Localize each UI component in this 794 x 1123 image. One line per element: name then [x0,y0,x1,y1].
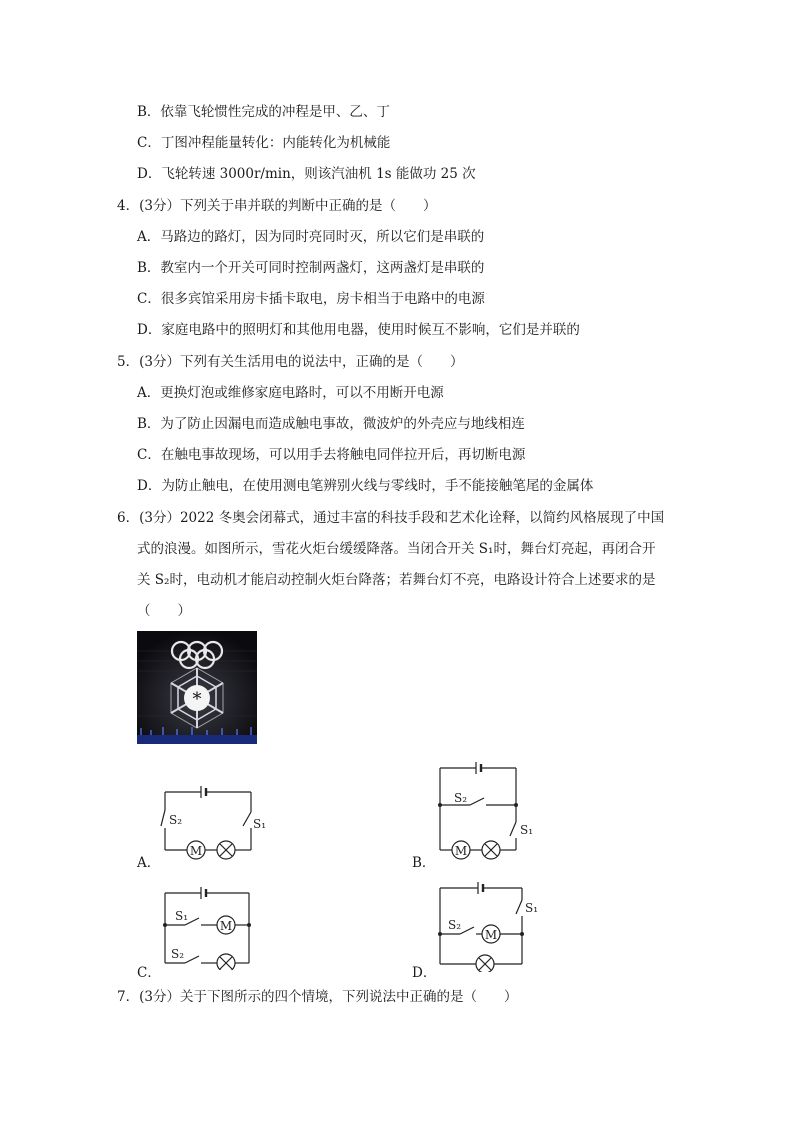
q5-option-b: B．为了防止因漏电而造成触电事故，微波炉的外壳应与地线相连 [137,416,525,432]
q6-stem-line1: 6．(3分）2022 冬奥会闭幕式，通过丰富的科技手段和艺术化诠释，以简约风格展现了中国 [117,510,665,526]
q5-option-d: D．为防止触电，在使用测电笔辨别火线与零线时，手不能接触笔尾的金属体 [137,478,594,494]
motor-label: M [189,844,203,858]
q3-option-b: B．依靠飞轮惯性完成的冲程是甲、乙、丁 [137,104,390,120]
s1-label: S₁ [525,901,539,915]
q4-stem: 4．(3分）下列关于串并联的判断中正确的是（ ） [117,198,437,214]
q4-option-a: A．马路边的路灯，因为同时亮同时灭，所以它们是串联的 [137,229,485,245]
s2-label: S₂ [171,947,185,961]
motor-label: M [484,928,498,942]
s2-label: S₂ [169,813,183,827]
s2-label: S₂ [454,791,468,805]
circuit-label-c: C． [137,965,161,981]
q6-stem-line2: 式的浪漫。如图所示，雪花火炬台缓缓降落。当闭合开关 S₁时，舞台灯亮起，再闭合开 [137,541,656,557]
circuit-diagram-d [430,880,550,972]
q4-option-b: B．教室内一个开关可同时控制两盏灯，这两盏灯是串联的 [137,260,485,276]
motor-label: M [454,844,468,858]
snowflake-torch-photo [137,631,257,744]
q6-stem-line4: （ ） [137,603,191,619]
q7-stem: 7．(3分）关于下图所示的四个情境，下列说法中正确的是（ ） [117,989,518,1005]
s1-label: S₁ [253,817,267,831]
circuit-label-a: A． [137,855,161,871]
q4-option-c: C．很多宾馆采用房卡插卡取电，房卡相当于电路中的电源 [137,291,485,307]
q3-option-d: D．飞轮转速 3000r/min，则该汽油机 1s 能做功 25 次 [137,166,476,182]
photo-star: * [192,689,202,710]
s1-label: S₁ [175,909,189,923]
circuit-diagram-a [155,780,275,860]
q5-option-a: A．更换灯泡或维修家庭电路时，可以不用断开电源 [137,385,444,401]
q5-stem: 5．(3分）下列有关生活用电的说法中，正确的是（ ） [117,354,464,370]
q5-option-c: C．在触电事故现场，可以用手去将触电同伴拉开后，再切断电源 [137,447,526,463]
q6-stem-line3: 关 S₂时，电动机才能启动控制火炬台降落；若舞台灯不亮，电路设计符合上述要求的是 [137,572,656,588]
circuit-label-d: D． [412,965,437,981]
motor-label: M [219,919,233,933]
circuit-diagram-b [430,760,550,860]
q3-option-c: C．丁图冲程能量转化：内能转化为机械能 [137,135,391,151]
circuit-label-b: B． [412,855,436,871]
s2-label: S₂ [448,918,462,932]
s1-label: S₁ [520,823,534,837]
q4-option-d: D．家庭电路中的照明灯和其他用电器，使用时候互不影响，它们是并联的 [137,322,580,338]
circuit-diagram-c [155,885,275,970]
